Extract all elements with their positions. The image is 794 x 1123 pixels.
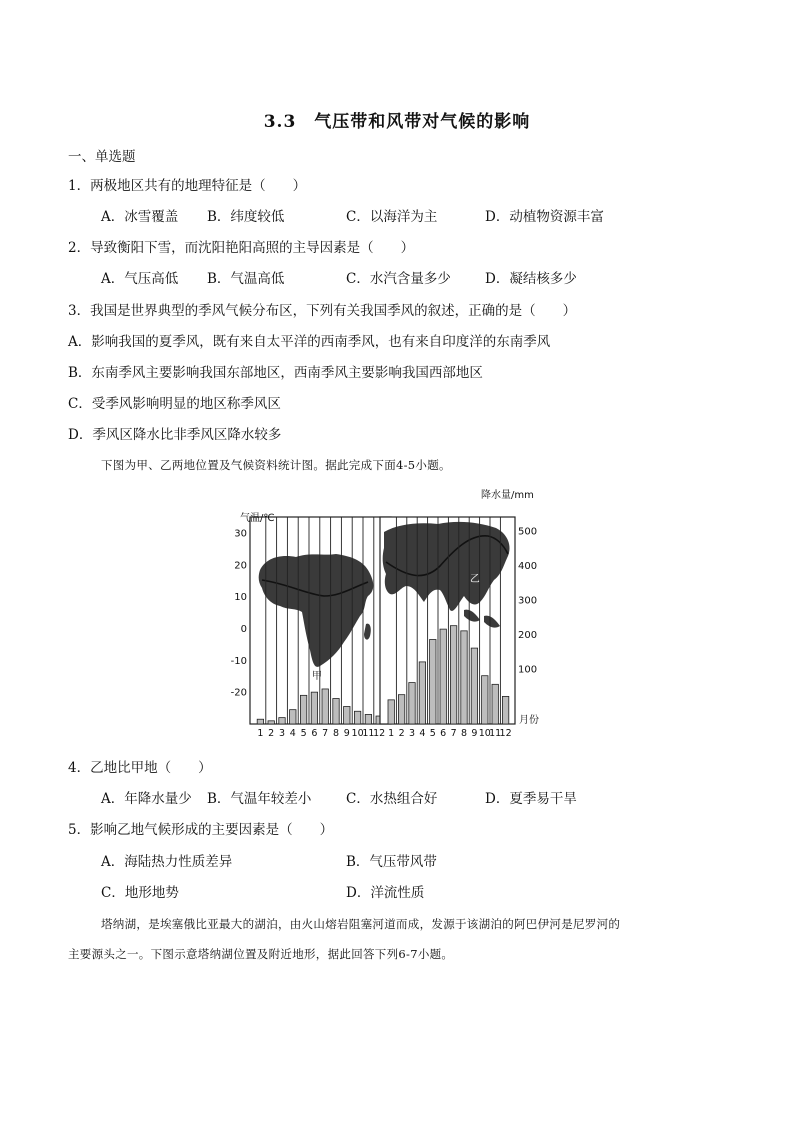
climate-figure	[218, 484, 578, 740]
q3-option-a: A．影响我国的夏季风，既有来自太平洋的西南季风，也有来自印度洋的东南季风	[68, 334, 551, 350]
q1-option-d: D．动植物资源丰富	[485, 209, 604, 225]
q5-option-b: B．气压带风带	[346, 854, 437, 870]
ytick-乙-100: 100	[518, 664, 538, 676]
question-1: 1．两极地区共有的地理特征是（ ）	[68, 178, 307, 194]
xtick-乙-1: 1	[388, 728, 395, 739]
ytick-甲--10: -10	[230, 655, 247, 667]
bar-乙-9	[471, 648, 477, 724]
q1-option-c: C．以海洋为主	[346, 209, 438, 225]
bar-甲-3	[279, 718, 285, 724]
q4-option-d: D．夏季易干旱	[485, 791, 577, 807]
ylabel-precipitation: 降水量/mm	[481, 490, 534, 501]
q4-option-a: A．年降水量少	[101, 791, 192, 807]
xtick-乙-6: 6	[440, 728, 447, 739]
ylabel-temperature: 气温/℃	[240, 513, 275, 524]
bar-乙-10	[482, 676, 488, 724]
question-5: 5．影响乙地气候形成的主要因素是（ ）	[68, 822, 334, 838]
bar-乙-12	[502, 696, 508, 724]
ytick-乙-200: 200	[518, 629, 538, 641]
xtick-甲-5: 5	[300, 728, 307, 739]
xticks-yi	[388, 728, 511, 739]
page-title: 3.3 气压带和风带对气候的影响	[263, 112, 531, 132]
intro-q4-5: 下图为甲、乙两地位置及气候资料统计图。据此完成下面4-5小题。	[101, 458, 451, 472]
q4-option-b: B．气温年较差小	[207, 791, 312, 807]
bar-乙-2	[398, 695, 404, 724]
bar-乙-4	[419, 662, 425, 724]
bar-甲-6	[311, 692, 317, 724]
xtick-甲-7: 7	[322, 728, 329, 739]
xtick-乙-5: 5	[429, 728, 436, 739]
q3-option-b: B．东南季风主要影响我国东部地区，西南季风主要影响我国西部地区	[68, 365, 483, 381]
bar-乙-8	[461, 631, 467, 724]
ytick-甲-10: 10	[234, 592, 247, 604]
xtick-甲-4: 4	[289, 728, 296, 739]
q2-option-b: B．气温高低	[207, 271, 285, 287]
xtick-乙-4: 4	[419, 728, 426, 739]
xtick-甲-12: 12	[373, 728, 386, 739]
bar-乙-6	[440, 629, 446, 724]
section-heading: 一、单选题	[68, 149, 136, 165]
bar-乙-3	[409, 683, 415, 724]
q1-option-b: B．纬度较低	[207, 209, 285, 225]
xtick-乙-12: 12	[499, 728, 512, 739]
intro-q6-7-line1: 塔纳湖，是埃塞俄比亚最大的湖泊，由火山熔岩阻塞河道而成，发源于该湖泊的阿巴伊河是尼罗河的	[101, 917, 621, 931]
q1-option-a: A．冰雪覆盖	[101, 209, 179, 225]
xtick-甲-6: 6	[311, 728, 318, 739]
bar-甲-4	[290, 710, 296, 724]
bar-甲-9	[344, 706, 350, 724]
ytick-乙-500: 500	[518, 526, 538, 538]
bar-乙-5	[430, 639, 436, 724]
xtick-乙-2: 2	[398, 728, 405, 739]
q4-option-c: C．水热组合好	[346, 791, 438, 807]
xtick-甲-1: 1	[257, 728, 264, 739]
q2-option-c: C．水汽含量多少	[346, 271, 451, 287]
ytick-甲-0: 0	[240, 623, 247, 635]
xtick-甲-10: 10	[351, 728, 364, 739]
bar-甲-8	[333, 699, 339, 724]
q5-option-c: C．地形地势	[101, 885, 179, 901]
xlabel-month: 月份	[519, 715, 539, 726]
xtick-乙-9: 9	[471, 728, 478, 739]
label-jia: 甲	[312, 671, 322, 682]
bar-乙-11	[492, 684, 498, 724]
ytick-乙-400: 400	[518, 560, 538, 572]
bar-甲-2	[268, 721, 274, 724]
xtick-甲-8: 8	[332, 728, 340, 739]
bar-甲-1	[257, 719, 263, 724]
bar-乙-1	[388, 700, 394, 724]
xticks-jia	[257, 728, 385, 739]
xtick-乙-3: 3	[408, 728, 416, 739]
intro-q6-7-line2: 主要源头之一。下图示意塔纳湖位置及附近地形，据此回答下列6-7小题。	[68, 947, 454, 961]
ytick-乙-300: 300	[518, 595, 538, 607]
question-2: 2．导致衡阳下雪，而沈阳艳阳高照的主导因素是（ ）	[68, 240, 415, 256]
xtick-乙-10: 10	[478, 728, 491, 739]
xtick-甲-11: 11	[362, 728, 375, 739]
xtick-甲-3: 3	[278, 728, 286, 739]
q5-option-a: A．海陆热力性质差异	[101, 854, 233, 870]
question-4: 4．乙地比甲地（ ）	[68, 760, 212, 776]
ytick-甲-20: 20	[234, 560, 247, 572]
q3-option-d: D．季风区降水比非季风区降水较多	[68, 427, 282, 443]
xtick-乙-8: 8	[460, 728, 468, 739]
ytick-甲--20: -20	[230, 687, 247, 699]
q3-option-c: C．受季风影响明显的地区称季风区	[68, 396, 281, 412]
ytick-甲-30: 30	[234, 528, 247, 540]
bar-甲-10	[354, 711, 360, 724]
yticks-temperature	[231, 528, 247, 698]
bar-甲-7	[322, 689, 328, 724]
bar-甲-11	[365, 714, 371, 724]
bar-乙-7	[450, 626, 456, 724]
label-yi: 乙	[470, 574, 480, 585]
bar-甲-5	[300, 695, 306, 724]
xtick-乙-11: 11	[489, 728, 502, 739]
xtick-乙-7: 7	[450, 728, 457, 739]
q5-option-d: D．洋流性质	[346, 885, 425, 901]
xtick-甲-2: 2	[268, 728, 275, 739]
question-3: 3．我国是世界典型的季风气候分布区，下列有关我国季风的叙述，正确的是（ ）	[68, 303, 577, 319]
yticks-precipitation	[518, 526, 537, 675]
q2-option-a: A．气压高低	[101, 271, 179, 287]
q2-option-d: D．凝结核多少	[485, 271, 577, 287]
xtick-甲-9: 9	[343, 728, 350, 739]
